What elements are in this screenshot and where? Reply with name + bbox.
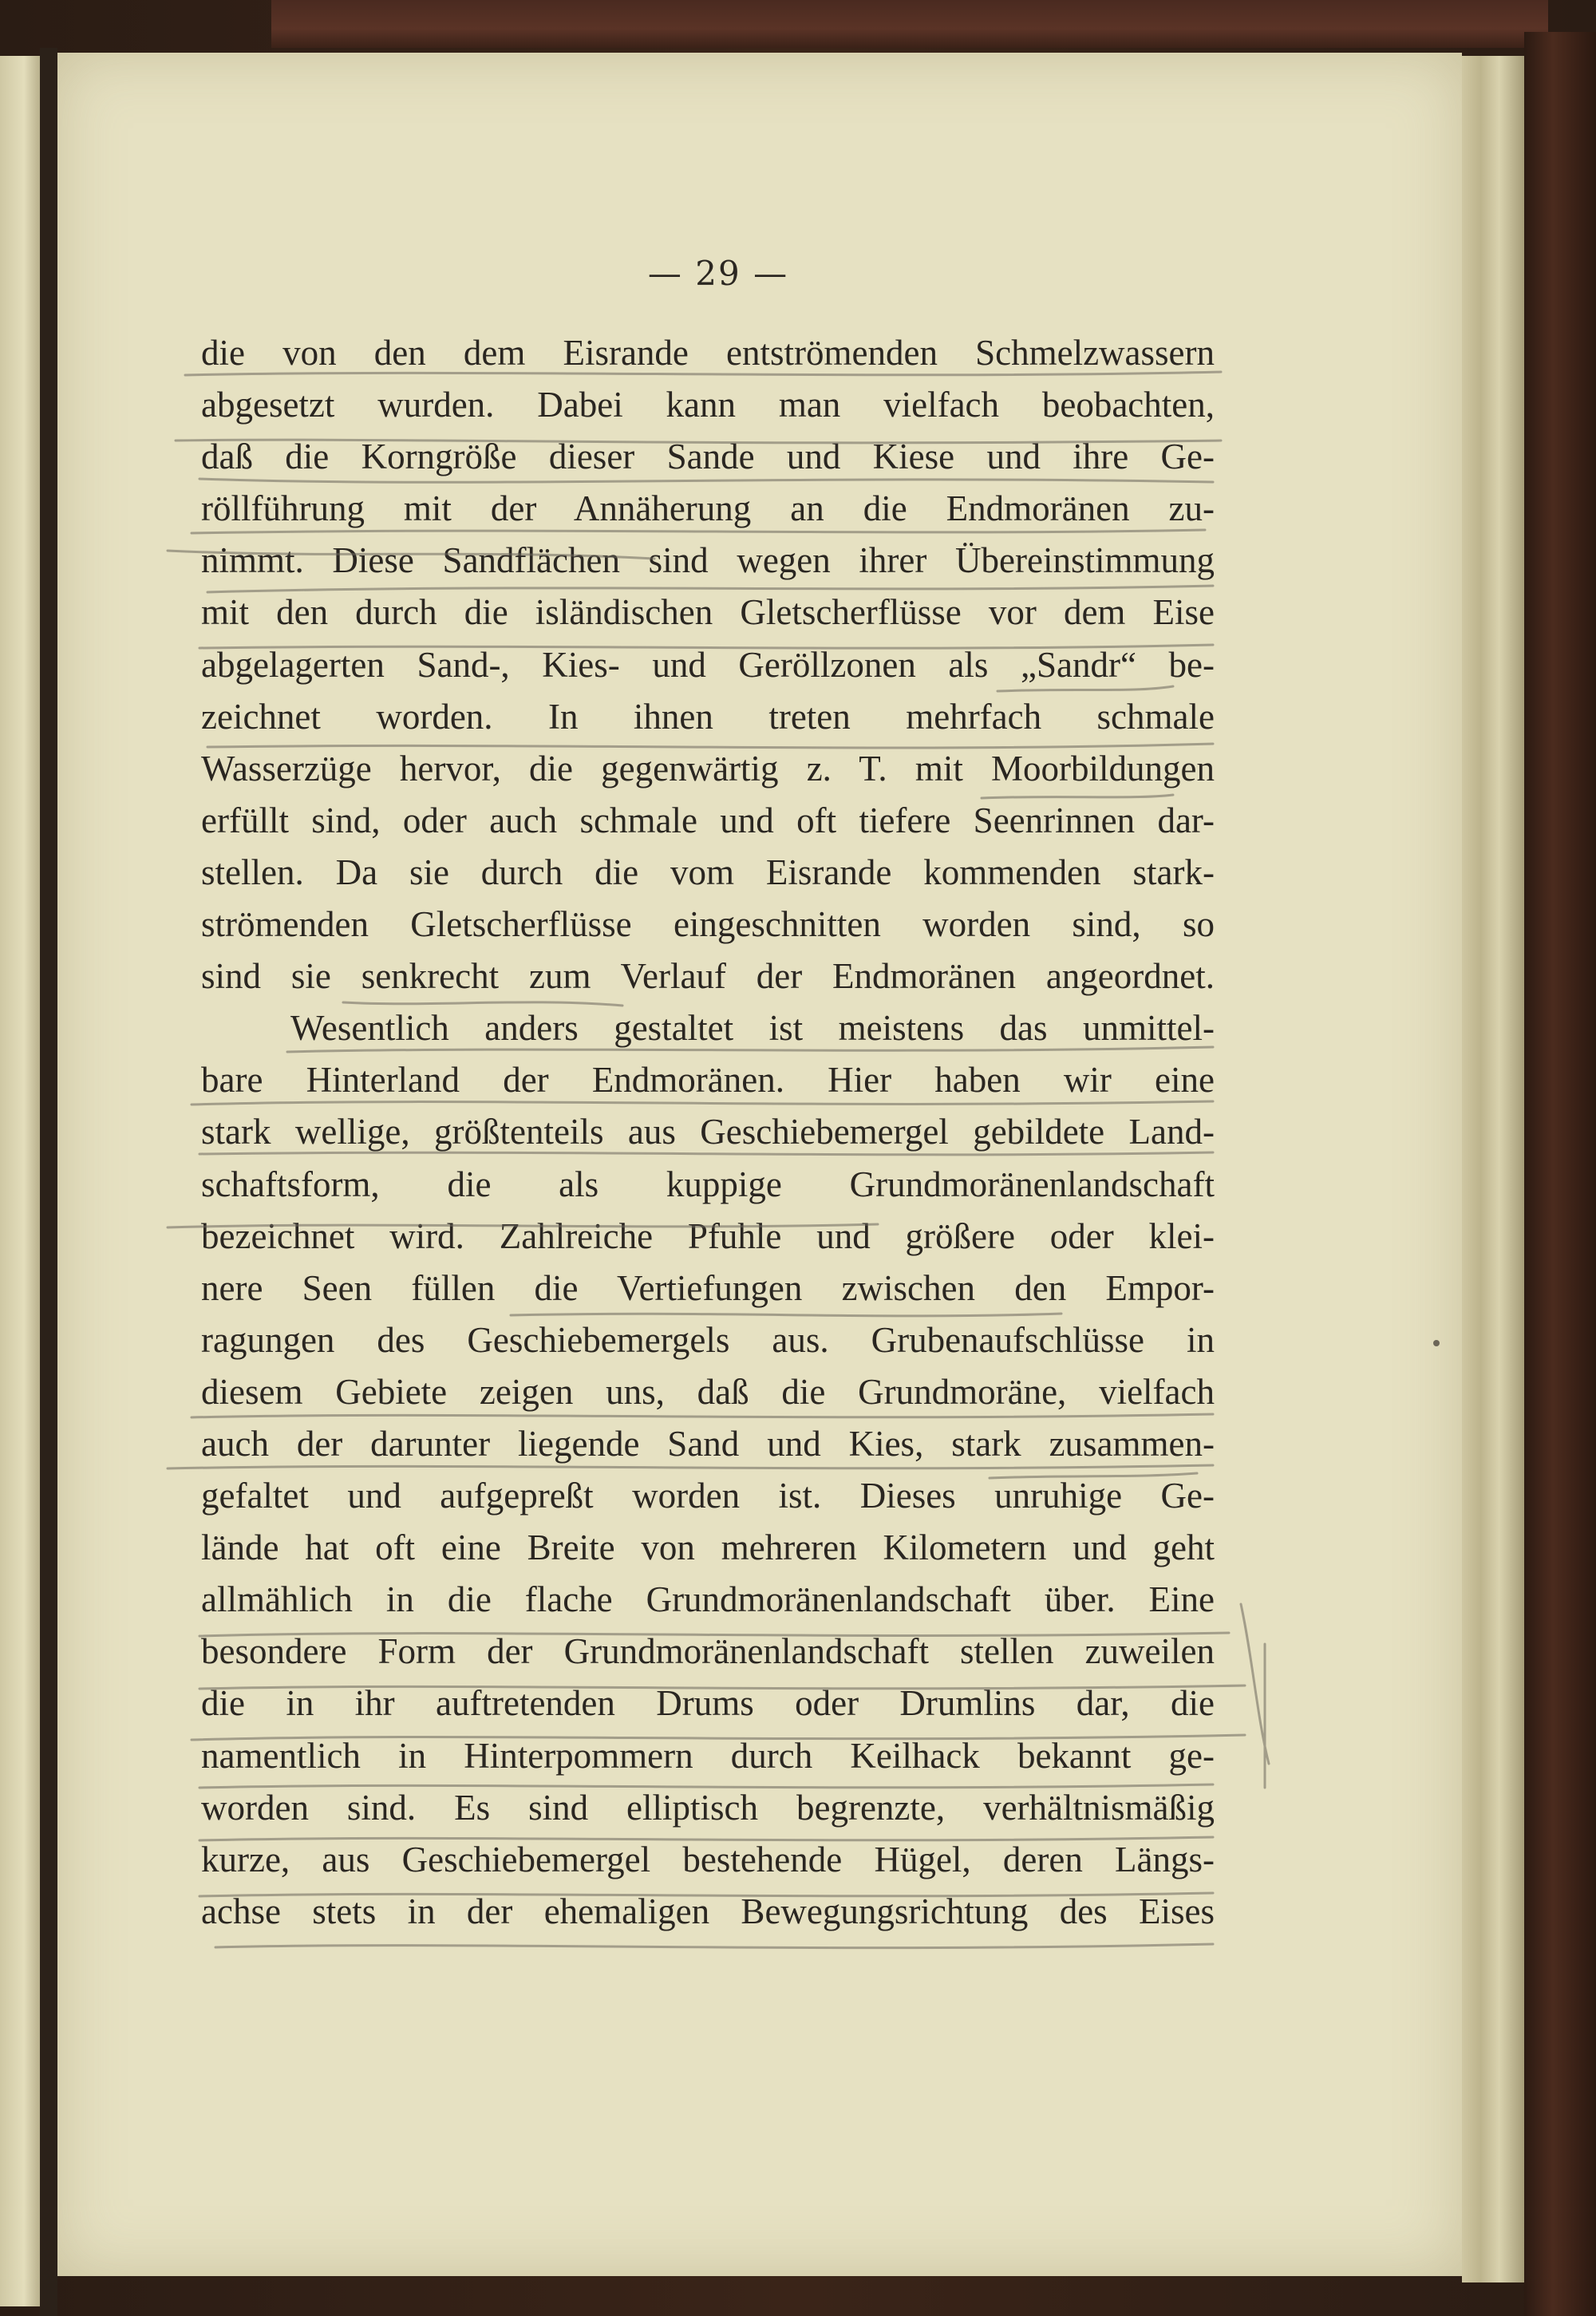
text-line: achse stets in der ehemaligen Bewegungsrichtung des Eises: [201, 1891, 1215, 1931]
text-line: röllführung mit der Annäherung an die Endmoränen zu-: [201, 488, 1215, 529]
text-line: nere Seen füllen die Vertiefungen zwischen den Empor-: [201, 1267, 1215, 1308]
body-text: [201, 327, 1215, 1938]
text-line: stellen. Da sie durch die vom Eisrande kommenden stark-: [201, 852, 1215, 892]
text-line: bare Hinterland der Endmoränen. Hier haben wir eine: [201, 1060, 1215, 1101]
text-line: mit den durch die isländischen Gletscherflüsse vor dem Eise: [201, 592, 1215, 633]
text-line: bezeichnet wird. Zahlreiche Pfuhle und größere oder klei-: [201, 1215, 1215, 1256]
text-line: erfüllt sind, oder auch schmale und oft tiefere Seenrinnen dar-: [201, 800, 1215, 840]
text-line: allmählich in die flache Grundmoränenlandschaft über. Eine: [201, 1579, 1215, 1620]
text-line: die von den dem Eisrande entströmenden Schmelzwassern: [201, 333, 1215, 373]
text-line: diesem Gebiete zeigen uns, daß die Grundmoräne, vielfach: [201, 1371, 1215, 1412]
book-cover-right-edge: [1524, 32, 1596, 2316]
text-line: abgesetzt wurden. Dabei kann man vielfach beobachten,: [201, 385, 1215, 425]
text-line: sind sie senkrecht zum Verlauf der Endmoränen angeordnet.: [201, 956, 1215, 997]
text-line: nimmt. Diese Sandflächen sind wegen ihrer Übereinstimmung: [201, 540, 1215, 581]
text-line: daß die Korngröße dieser Sande und Kiese und ihre Ge-: [201, 437, 1215, 477]
text-line: abgelagerten Sand-, Kies- und Geröllzonen als „Sandr“ be-: [201, 644, 1215, 685]
text-line: auch der darunter liegende Sand und Kies, stark zusammen-: [201, 1423, 1215, 1464]
text-line: kurze, aus Geschiebemergel bestehende Hügel, deren Längs-: [201, 1839, 1215, 1879]
text-line: Wesentlich anders gestaltet ist meistens das unmittel-: [290, 1008, 1215, 1049]
text-line: ragungen des Geschiebemergels aus. Grubenaufschlüsse in: [201, 1319, 1215, 1360]
book-gutter: [40, 48, 57, 2316]
page-number: — 29 —: [647, 254, 789, 293]
book-cover-top-edge: [271, 0, 1548, 48]
facing-page-edge: [0, 56, 40, 2306]
text-line: namentlich in Hinterpommern durch Keilhack bekannt ge-: [201, 1735, 1215, 1776]
text-line: besondere Form der Grundmoränenlandschaft stellen zuweilen: [201, 1631, 1215, 1672]
text-line: gefaltet und aufgepreßt worden ist. Dieses unruhige Ge-: [201, 1476, 1215, 1516]
text-line: Wasserzüge hervor, die gegenwärtig z. T. mit Moorbildungen: [201, 748, 1215, 788]
text-line: zeichnet worden. In ihnen treten mehrfach schmale: [201, 696, 1215, 737]
text-line: lände hat oft eine Breite von mehreren Kilometern und geht: [201, 1528, 1215, 1568]
text-line: schaftsform, die als kuppige Grundmoränenlandschaft: [201, 1164, 1215, 1204]
text-line: stark wellige, größtenteils aus Geschiebemergel gebildete Land-: [201, 1112, 1215, 1152]
page-stack-edge: [1462, 56, 1524, 2282]
text-line: worden sind. Es sind elliptisch begrenzte, verhältnismäßig: [201, 1787, 1215, 1828]
text-line: strömenden Gletscherflüsse eingeschnitten worden sind, so: [201, 904, 1215, 945]
text-line: die in ihr auftretenden Drums oder Drumlins dar, die: [201, 1683, 1215, 1724]
